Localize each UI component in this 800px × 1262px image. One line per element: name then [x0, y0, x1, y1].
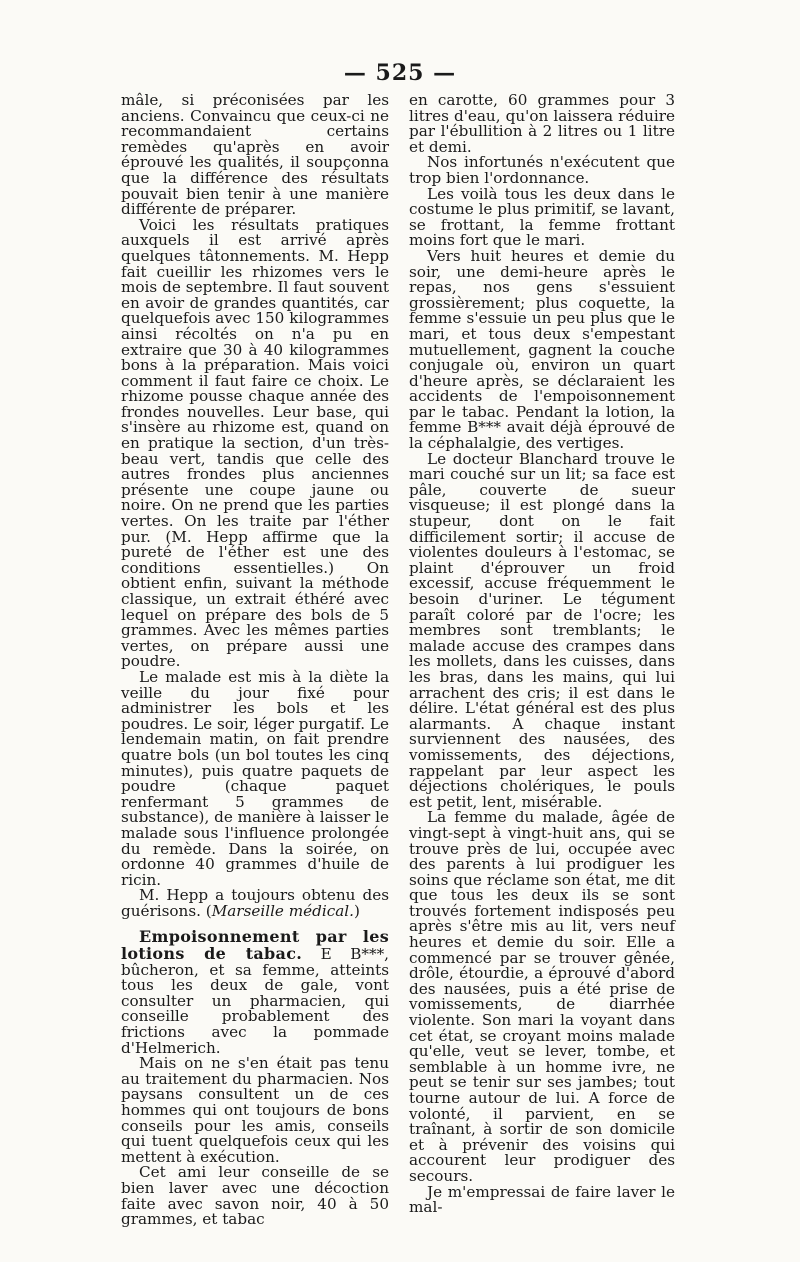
paragraph-end: ): [353, 901, 360, 920]
paragraph: Les voilà tous les deux dans le costume le plus primitif, se lavant, se frottant, la femme frottant moins fort que le mari.: [409, 184, 675, 250]
paragraph: Vers huit heures et demie du soir, une demi-heure après le repas, nos gens s'essuient grossièrement; plus coquette, la femme s'essuie un peu plus que le mari, et tous deux s'empestant mutuellement, gagnent la couche conjugale où, environ un quart d'heure après, se déclaraient les accidents de l'empoisonnement par le tabac. Pendant la lotion, la femme B*** avait déjà éprouvé de la céphalalgie, des vertiges.: [409, 246, 675, 453]
paragraph-text: M. Hepp a toujours obtenu des guérisons. (: [121, 886, 389, 920]
section-paragraph: [121, 929, 389, 1056]
right-column: [409, 93, 675, 1216]
left-column: [121, 93, 389, 1228]
paragraph: Nos infortunés n'exécutent que trop bien l'ordonnance.: [409, 153, 675, 187]
paragraph-with-source: [121, 888, 389, 919]
paragraph: Le docteur Blanchard trouve le mari couché sur un lit; sa face est pâle, couverte de sueur visqueuse; il est plongé dans la stupeur, dont on le fait difficilement sortir; il accuse de violentes douleurs à l'estomac, se plaint d'éprouver un froid excessif, accuse fréquemment le besoin d'uriner. Le tégument paraît coloré par de l'ocre; les membres sont tremblants; le malade accuse des crampes dans les mollets, dans les cuisses, dans les bras, dans les mains, qui lui arrachent des cris; il est dans le délire. L'état général est des plus alarmants. A chaque instant surviennent des nausées, des vomissements, des déjections, rappelant par leur aspect les déjections cholériques, le pouls est petit, lent, misérable.: [409, 449, 675, 811]
paragraph: Voici les résultats pratiques auxquels il est arrivé après quelques tâtonnements. M. Hepp fait cueillir les rhizomes vers le mois de septembre. Il faut souvent en avoir de grandes quantités, car quelquefois avec 150 kilogrammes ainsi récoltés on n'a pu en extraire que 30 à 40 kilogrammes bons à la préparation. Mais voici comment il faut faire ce choix. Le rhizome pousse chaque année des frondes nouvelles. Leur base, qui s'insère au rhizome est, quand on en pratique la section, d'un très-beau vert, tandis que celle des autres frondes plus anciennes présente une coupe jaune ou noire. On ne prend que les parties vertes. On les traite par l'éther pur. (M. Hepp affirme que la pureté de l'éther est une des conditions essentielles.) On obtient enfin, suivant la méthode classique, un extrait éthéré avec lequel on prépare des bols de 5 grammes. Avec les mêmes parties vertes, on prépare aussi une poudre.: [121, 215, 389, 671]
paragraph: Le malade est mis à la diète la veille du jour fixé pour administrer les bols et les poudres. Le soir, léger purgatif. Le lendemain matin, on fait prendre quatre bols (un bol toutes les cinq minutes), puis quatre paquets de poudre (chaque paquet renfermant 5 grammes de substance), de manière à laisser le malade sous l'influence prolongée du remède. Dans la soirée, on ordonne 40 grammes d'huile de ricin.: [121, 667, 389, 889]
source-citation: Marseille médical.: [211, 901, 354, 920]
paragraph: La femme du malade, âgée de vingt-sept à vingt-huit ans, qui se trouve près de lui, occupée avec des parents à lui prodiguer les soins que réclame son état, me dit que tous les deux ils se sont trouvés fortement indisposés peu après s'être mis au lit, vers neuf heures et demie du soir. Elle a commencé par se trouver gênée, drôle, étourdie, a éprouvé d'abord des nausées, puis a été prise de vomissements, de diarrhée violente. Son mari la voyant dans cet état, se croyant moins malade qu'elle, veut se lever, tombe, et semblable à un homme ivre, ne peut se tenir sur ses jambes; tout tourne autour de lui. A force de volonté, il parvient, en se traînant, à sortir de son domicile et à prévenir des voisins qui accourent leur prodiguer des secours.: [409, 808, 675, 1185]
paragraph: en carotte, 60 grammes pour 3 litres d'eau, qu'on laissera réduire par l'ébullition à 2 litres ou 1 litre et demi.: [409, 91, 675, 156]
paragraph-text: E B***, bûcheron, et sa femme, atteints tous les deux de gale, vont consulter un pharmacien, qui conseille probablement des frictions avec la pommade d'Helmerich.: [121, 945, 389, 1057]
section-title: Empoisonnement par les lotions de tabac.: [121, 927, 389, 964]
paragraph: Je m'empressai de faire laver le mal-: [409, 1182, 675, 1217]
paragraph: Mais on ne s'en était pas tenu au traitement du pharmacien. Nos paysans consultent un de ces hommes qui ont toujours de bons conseils pour les amis, conseils qui tuent quelquefois ceux qui les mettent à exécution.: [121, 1054, 389, 1166]
page-number-header: — 525 —: [343, 60, 457, 86]
paragraph: Cet ami leur conseille de se bien laver avec une décoction faite avec savon noir, 40 à 50 grammes, et tabac: [121, 1163, 389, 1229]
paragraph: mâle, si préconisées par les anciens. Convaincu que ceux-ci ne recommandaient certains remèdes qu'après en avoir éprouvé les qualités, il soupçonna que la différence des résultats pouvait bien tenir à une manière différente de préparer.: [121, 91, 389, 219]
page-number: 525: [375, 60, 425, 86]
